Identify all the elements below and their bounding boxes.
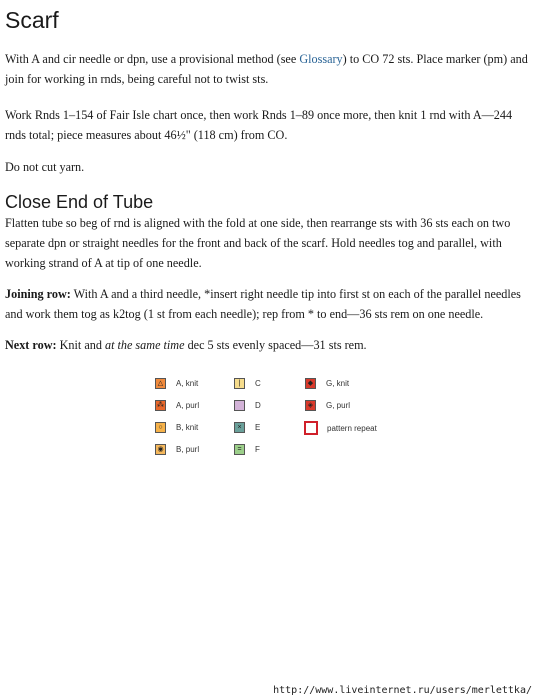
b-purl-swatch-icon: ◉ <box>155 444 166 455</box>
a-purl-swatch-icon: ⁂ <box>157 402 164 409</box>
key-a-knit: △ A, knit <box>155 378 198 389</box>
section-title: Close End of Tube <box>5 192 154 212</box>
key-g-knit: ◆ G, knit <box>305 378 349 389</box>
document-body <box>5 0 530 355</box>
paragraph-work-rounds: Work Rnds 1–154 of Fair Isle chart once, then work Rnds 1–89 once more, then knit 1 rnd with A—244 rnds total; piece measures about 46½" (118 cm) from CO. <box>5 108 513 142</box>
paragraph-cast-on: With A and cir needle or dpn, use a provisional method (see Glossary) to CO 72 sts. Place marker (pm) and join for working in rnds, being careful not to twist sts. <box>5 52 528 86</box>
page-title: Scarf <box>5 7 59 33</box>
c-swatch-icon: | <box>234 378 245 389</box>
d-swatch-icon <box>234 400 245 411</box>
paragraph-flatten-tube: Flatten tube so beg of rnd is aligned with the fold at one side, then rearrange sts with 36 sts each on two separate dpn or straight needles for the front and back of the scarf. Hold needles tog and parallel, with working strand of A at tip of one needle. <box>5 216 511 270</box>
source-url: http://www.liveinternet.ru/users/merlettka/ <box>273 685 532 696</box>
g-knit-swatch-icon: ◆ <box>305 378 316 389</box>
g-purl-swatch-icon: ◈ <box>305 400 316 411</box>
key-b-purl: ◉ B, purl <box>155 444 199 455</box>
pattern-repeat-box-icon <box>304 421 318 435</box>
a-knit-swatch-icon: △ <box>155 378 166 389</box>
paragraph-next-row: Next row: Knit and at the same time dec 5 sts evenly spaced—31 sts rem. <box>5 338 367 352</box>
key-pattern-repeat: pattern repeat <box>304 421 377 435</box>
key-g-purl: ◈ G, purl <box>305 400 350 411</box>
b-knit-swatch-icon: ○ <box>155 422 166 433</box>
key-b-knit: ○ B, knit <box>155 422 198 433</box>
f-swatch-icon: = <box>234 444 245 455</box>
key-f: = F <box>234 444 260 455</box>
paragraph-do-not-cut: Do not cut yarn. <box>5 160 85 174</box>
glossary-link[interactable]: Glossary <box>299 52 343 66</box>
key-d: D <box>234 400 261 411</box>
e-swatch-icon: × <box>234 422 245 433</box>
key-c: | C <box>234 378 261 389</box>
key-e: × E <box>234 422 260 433</box>
paragraph-joining-row: Joining row: With A and a third needle, *insert right needle tip into first st on each of the parallel needles and work them tog as k2tog (1 st from each needle); rep from * to end—36 sts rem on one needle. <box>5 287 521 321</box>
chart-key <box>155 376 385 460</box>
next-row-label: Next row: <box>5 338 57 352</box>
joining-row-label: Joining row: <box>5 287 71 301</box>
key-a-purl: ⁂ A, purl <box>157 401 200 410</box>
